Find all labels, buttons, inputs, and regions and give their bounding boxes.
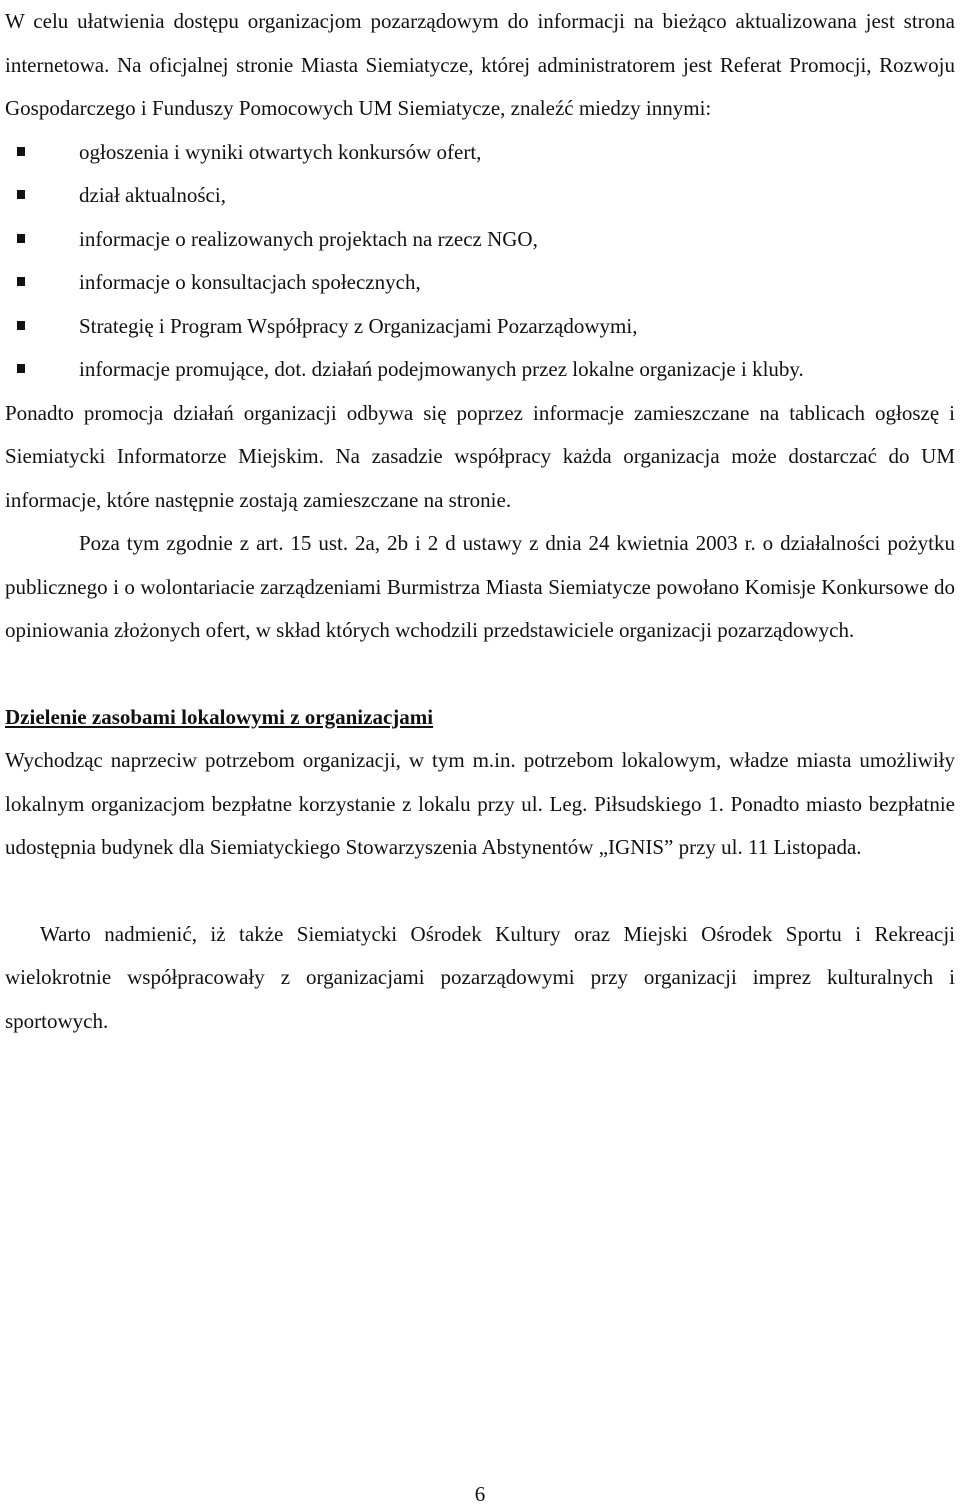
paragraph-website-info: W celu ułatwienia dostępu organizacjom pozarządowym do informacji na bieżąco aktualizowana jest strona internetowa. Na oficjalnej stronie Miasta Siemiatycze, której administratorem jest Referat Promocji, Rozwoju Gospodarczego i Funduszy Pomocowych UM Siemiatycze, znaleźć miedzy innymi: xyxy=(5,9,955,120)
square-bullet-icon xyxy=(17,147,25,156)
square-bullet-icon xyxy=(17,321,25,330)
square-bullet-icon xyxy=(17,277,25,286)
square-bullet-icon xyxy=(17,364,25,373)
square-bullet-icon xyxy=(17,190,25,199)
website-content-list xyxy=(5,131,955,392)
list-item-text: ogłoszenia i wyniki otwartych konkursów ofert, xyxy=(79,139,482,164)
list-item-text: informacje o realizowanych projektach na rzecz NGO, xyxy=(79,226,538,251)
document-page xyxy=(5,0,955,1043)
list-item-text: Strategię i Program Współpracy z Organizacjami Pozarządowymi, xyxy=(79,313,638,338)
paragraph-promotion: Ponadto promocja działań organizacji odbywa się poprzez informacje zamieszczane na tablicach ogłoszę i Siemiatycki Informatorze Miejskim. Na zasadzie współpracy każda organizacja może dostarczać do UM informacje, które następnie zostają zamieszczane na stronie. xyxy=(5,400,955,512)
square-bullet-icon xyxy=(17,234,25,243)
list-item-text: dział aktualności, xyxy=(79,183,226,207)
list-item xyxy=(5,348,955,392)
page-number: 6 xyxy=(474,1482,486,1506)
list-item xyxy=(5,218,955,262)
list-item xyxy=(5,131,955,175)
list-item xyxy=(5,261,955,305)
paragraph-premises: Wychodząc naprzeciw potrzebom organizacji, w tym m.in. potrzebom lokalowym, władze miasta umożliwiły lokalnym organizacjom bezpłatne korzystanie z lokalu przy ul. Leg. Piłsudskiego 1. Ponadto miasto bezpłatnie udostępnia budynek dla Siemiatyckiego Stowarzyszenia Abstynentów „IGNIS” przy ul. 11 Listopada. xyxy=(5,748,955,859)
paragraph-committees: Poza tym zgodnie z art. 15 ust. 2a, 2b i 2 d ustawy z dnia 24 kwietnia 2003 r. o działalności pożytku publicznego i o wolontariacie zarządzeniami Burmistrza Miasta Siemiatycze powołano Komisje Konkursowe do opiniowania złożonych ofert, w skład których wchodzili przedstawiciele organizacji pozarządowych. xyxy=(5,531,955,642)
list-item xyxy=(5,305,955,349)
spacer xyxy=(5,653,955,696)
section-heading: Dzielenie zasobami lokalowymi z organizacjami xyxy=(5,704,434,729)
list-item-text: informacje promujące, dot. działań podejmowanych przez lokalne organizacje i kluby. xyxy=(79,357,804,381)
paragraph-cooperation: Warto nadmienić, iż także Siemiatycki Ośrodek Kultury oraz Miejski Ośrodek Sportu i Rekreacji wielokrotnie współpracowały z organizacjami pozarządowymi przy organizacji imprez kulturalnych i sportowych. xyxy=(5,921,955,1033)
spacer xyxy=(5,870,955,913)
list-item xyxy=(5,174,955,218)
list-item-text: informacje o konsultacjach społecznych, xyxy=(79,270,421,294)
